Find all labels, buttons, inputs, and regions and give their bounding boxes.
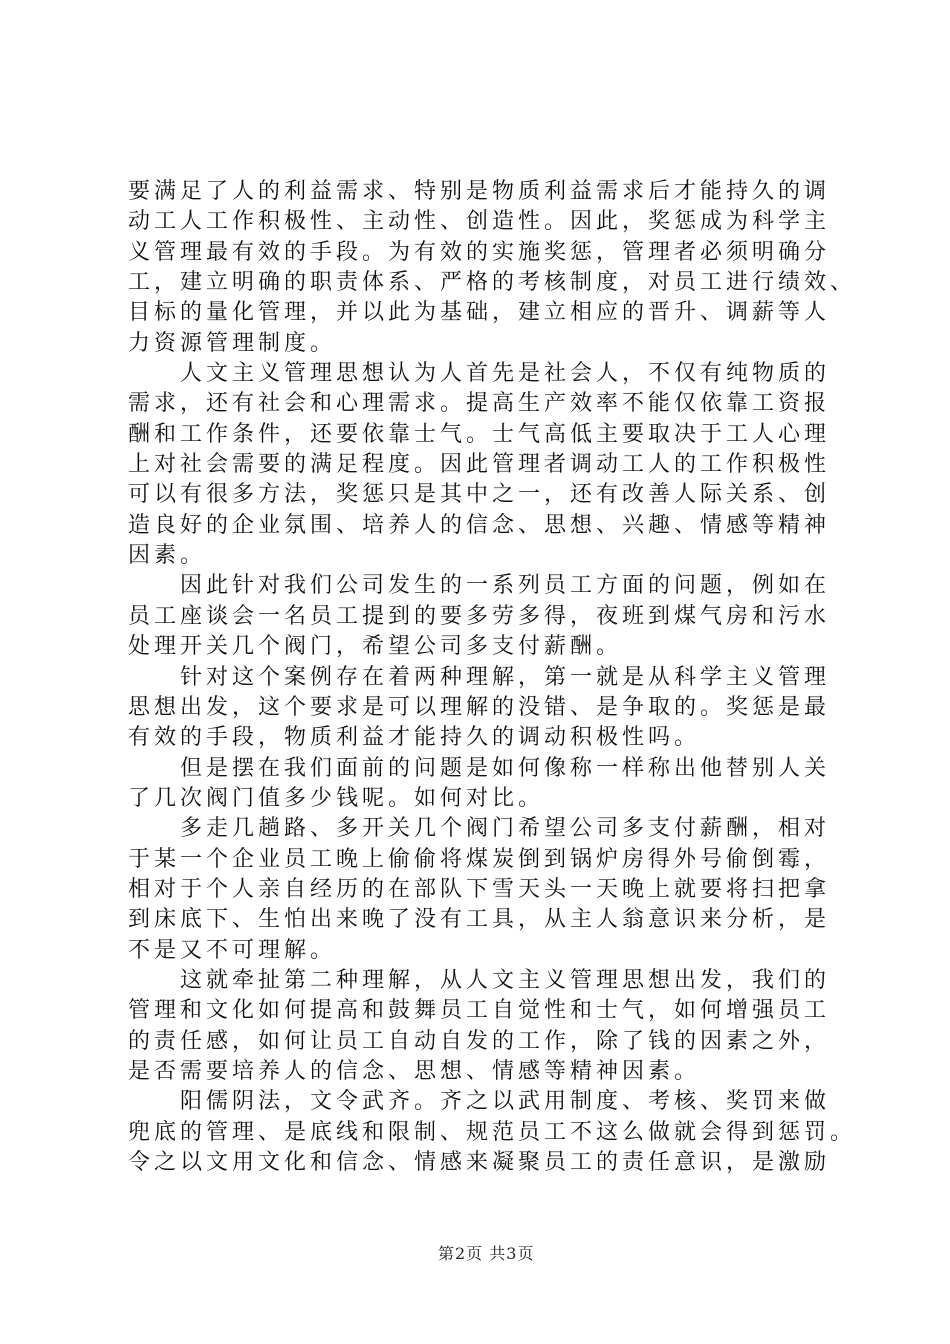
text-line: 工，建立明确的职责体系、严格的考核制度，对员工进行绩效、 xyxy=(128,270,857,296)
page-number-footer: 第2页 共3页 xyxy=(438,1244,535,1263)
paragraph xyxy=(128,177,857,359)
text-line-first-indented: 但是摆在我们面前的问题是如何像称一样称出他替别人关 xyxy=(180,755,831,781)
text-line: 酬和工作条件，还要依靠士气。士气高低主要取决于工人心理 xyxy=(128,421,831,447)
text-line-first-indented: 因此针对我们公司发生的一系列员工方面的问题，例如在 xyxy=(180,573,831,599)
text-line: 令之以文用文化和信念、情感来凝聚员工的责任意识，是激励 xyxy=(128,1150,831,1175)
text-line: 处理开关几个阀门，希望公司多支付薪酬。 xyxy=(128,634,623,660)
text-line: 因素。 xyxy=(128,543,207,569)
paragraph xyxy=(128,966,848,1087)
text-line-first-indented: 阳儒阴法，文令武齐。齐之以武用制度、考核、奖罚来做 xyxy=(180,1089,831,1115)
text-line-first-indented: 人文主义管理思想认为人首先是社会人，不仅有纯物质的 xyxy=(180,361,831,387)
text-line: 思想出发，这个要求是可以理解的没错、是争取的。奖惩是最 xyxy=(128,694,831,720)
text-line: 于某一个企业员工晚上偷偷将煤炭倒到锅炉房得外号偷倒霉， xyxy=(128,846,831,872)
text-line: 目标的量化管理，并以此为基础，建立相应的晋升、调薪等人 xyxy=(128,300,831,326)
text-line: 义管理最有效的手段。为有效的实施奖惩，管理者必须明确分 xyxy=(128,239,831,265)
text-line: 上对社会需要的满足程度。因此管理者调动工人的工作积极性 xyxy=(128,452,831,478)
text-line: 到床底下、生怕出来晚了没有工具，从主人翁意识来分析，是 xyxy=(128,907,831,933)
document-body xyxy=(128,177,857,1178)
text-line: 的责任感，如何让员工自动自发的工作，除了钱的因素之外， xyxy=(128,1028,831,1054)
paragraph xyxy=(128,1087,857,1178)
text-line: 了几次阀门值多少钱呢。如何对比。 xyxy=(128,785,545,811)
text-line: 不是又不可理解。 xyxy=(128,937,337,963)
text-line: 相对于个人亲自经历的在部队下雪天头一天晚上就要将扫把拿 xyxy=(128,876,831,902)
paragraph xyxy=(128,754,848,815)
text-line: 造良好的企业氛围、培养人的信念、思想、兴趣、情感等精神 xyxy=(128,512,831,538)
text-line: 动工人工作积极性、主动性、创造性。因此，奖惩成为科学主 xyxy=(128,209,831,235)
text-line: 兜底的管理、是底线和限制、规范员工不这么做就会得到惩罚。 xyxy=(128,1119,857,1145)
text-line: 可以有很多方法，奖惩只是其中之一，还有改善人际关系、创 xyxy=(128,482,831,508)
text-line-first-indented: 针对这个案例存在着两种理解，第一就是从科学主义管理 xyxy=(180,664,831,690)
paragraph xyxy=(128,663,848,754)
text-line: 是否需要培养人的信念、思想、情感等精神因素。 xyxy=(128,1058,701,1084)
text-line-first-indented: 这就牵扯第二种理解，从人文主义管理思想出发，我们的 xyxy=(180,967,831,993)
text-line: 要满足了人的利益需求、特别是物质利益需求后才能持久的调 xyxy=(128,179,831,204)
text-line-first-indented: 多走几趟路、多开关几个阀门希望公司多支付薪酬，相对 xyxy=(180,816,831,842)
paragraph xyxy=(128,359,848,571)
text-line: 力资源管理制度。 xyxy=(128,330,337,356)
text-line: 需求，还有社会和心理需求。提高生产效率不能仅依靠工资报 xyxy=(128,391,831,417)
text-line: 员工座谈会一名员工提到的要多劳多得，夜班到煤气房和污水 xyxy=(128,603,831,629)
text-line: 有效的手段，物质利益才能持久的调动积极性吗。 xyxy=(128,725,701,751)
paragraph xyxy=(128,571,848,662)
text-line: 管理和文化如何提高和鼓舞员工自觉性和士气，如何增强员工 xyxy=(128,998,831,1024)
paragraph xyxy=(128,814,848,966)
